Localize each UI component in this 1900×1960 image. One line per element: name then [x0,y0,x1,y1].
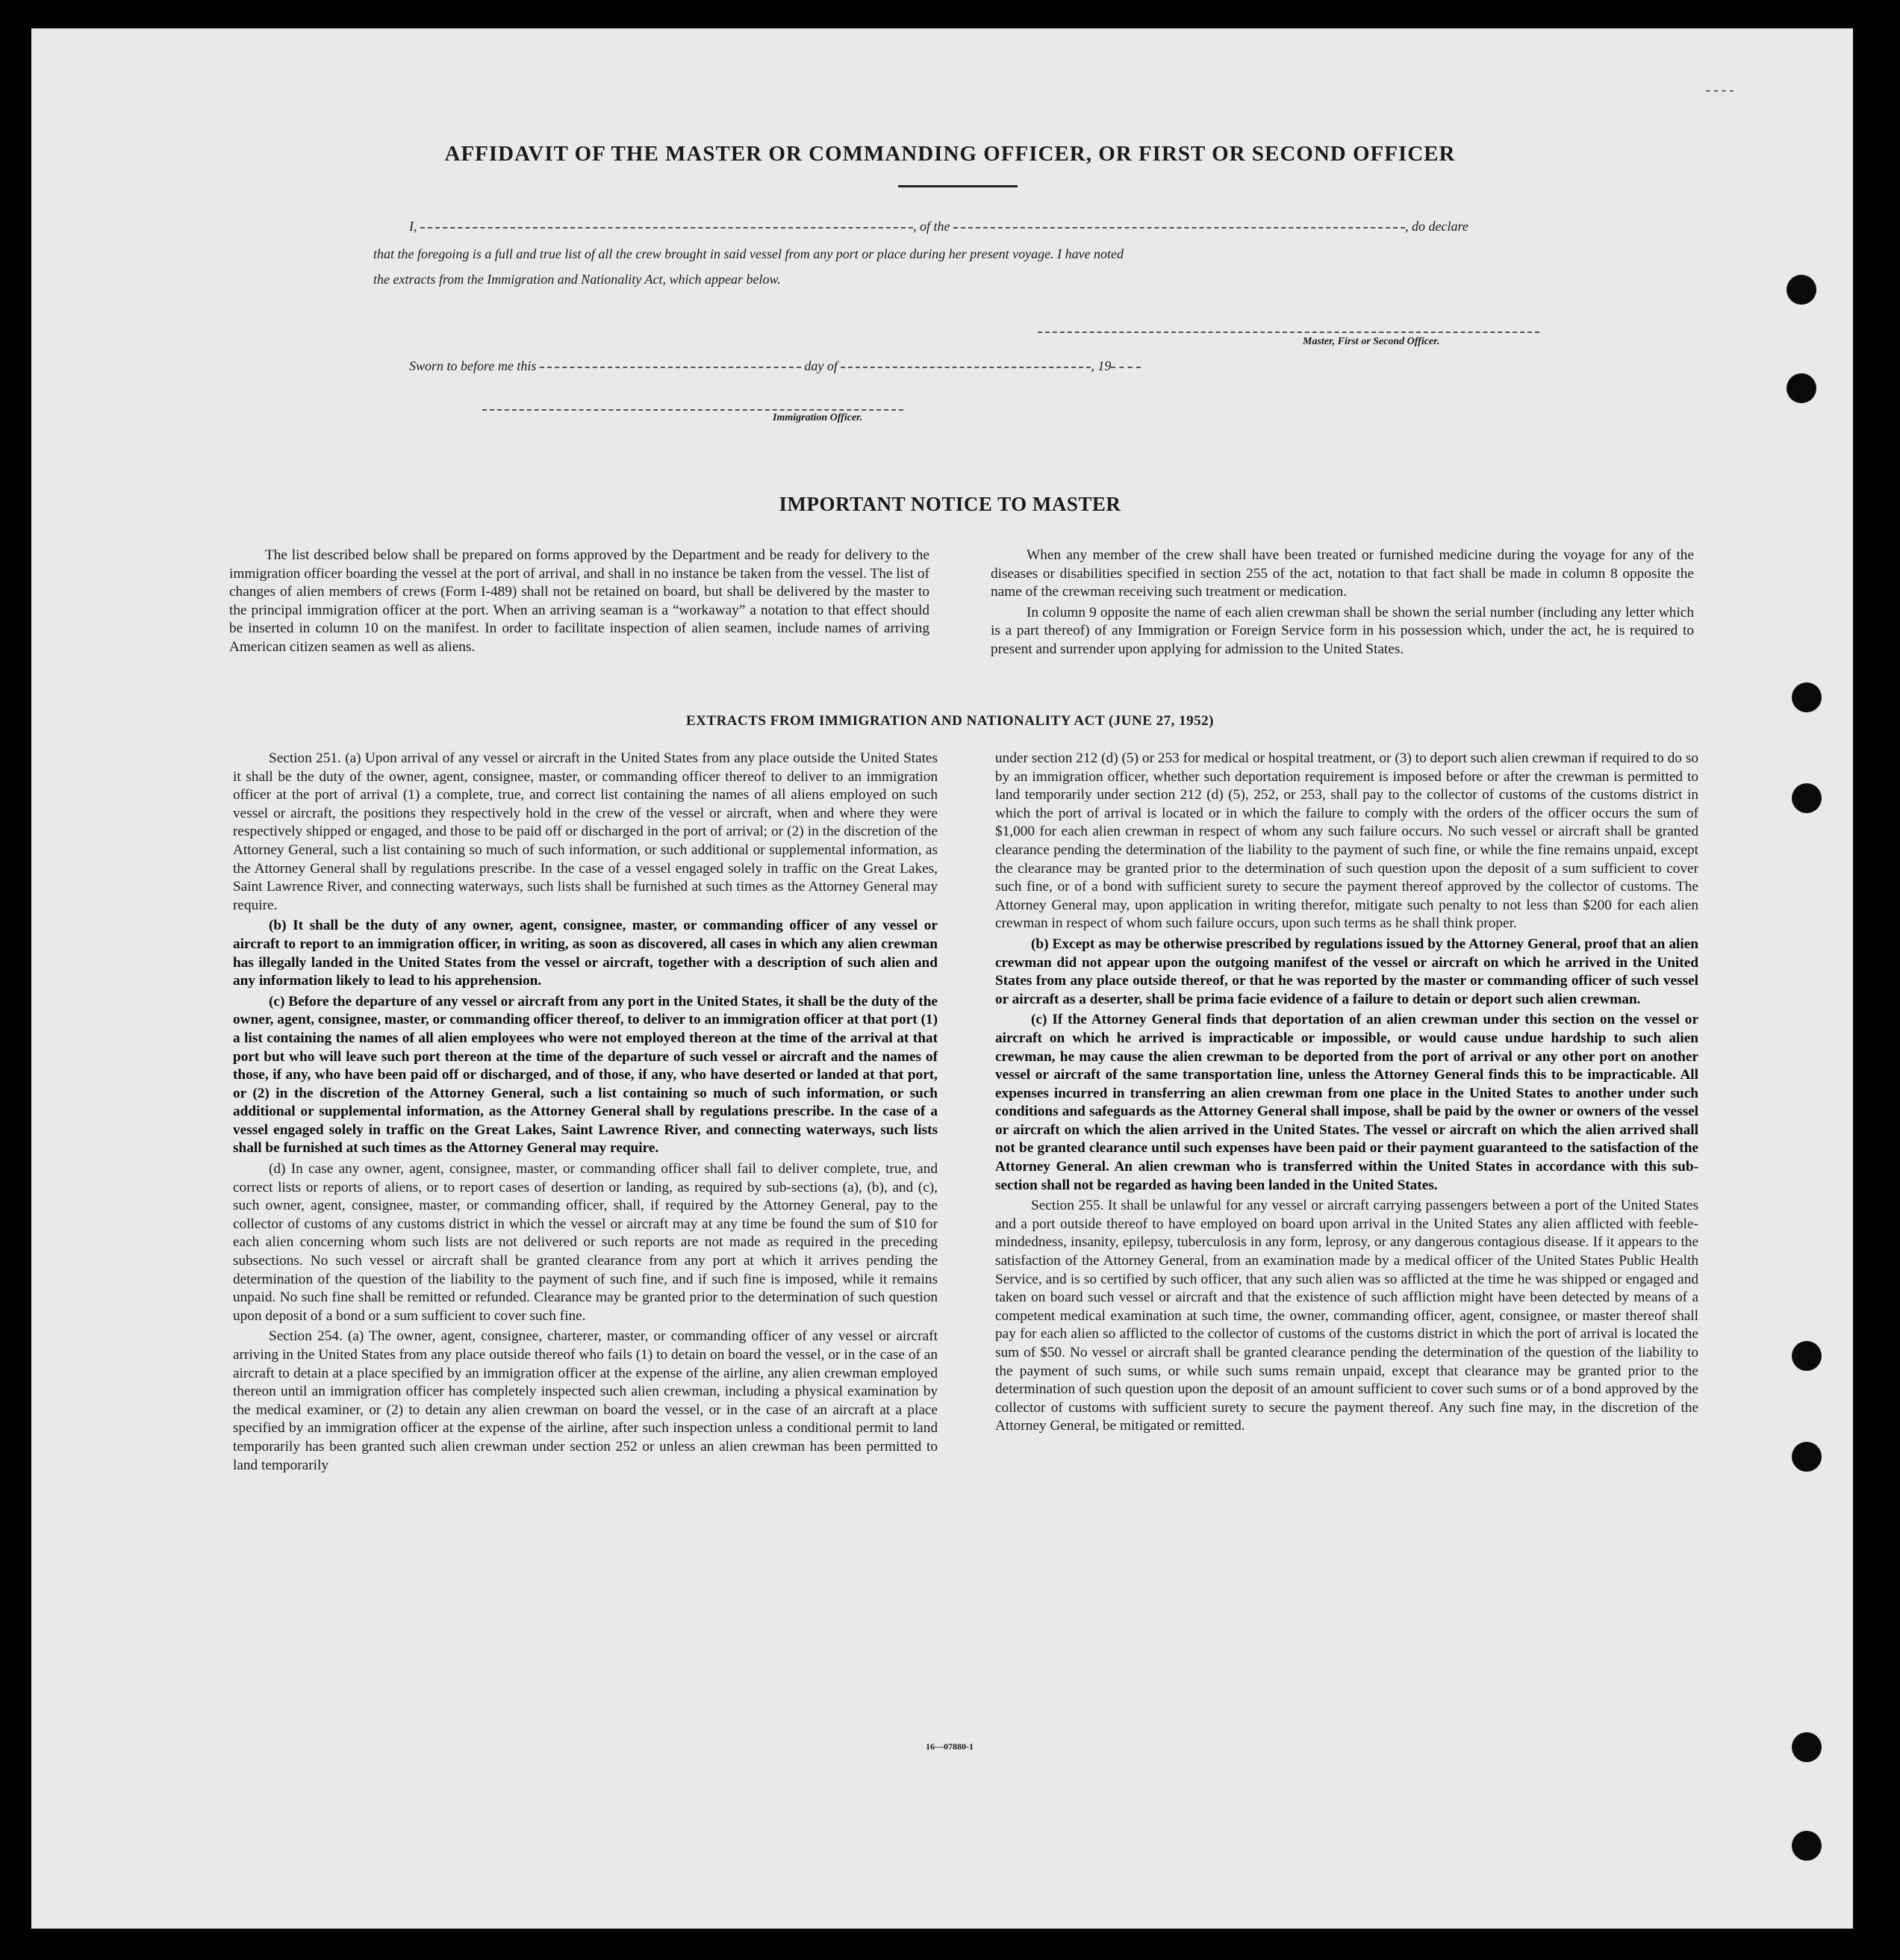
statement-line-2: the extracts from the Immigration and Nationality Act, which appear below. [373,272,781,287]
notice-right-column [991,547,1694,659]
declare-end: , do declare [1405,219,1468,234]
declare-of-the: , of the [913,219,950,234]
form-number: 16—07880-1 [926,1741,974,1752]
section-254-a: Section 254. (a) The owner, agent, consignee, charterer, master, or commanding officer of any vessel or aircraft arriving in the United States from any place outside thereof who fails (1) to detain on board the vessel, or in the case of an aircraft to detain at a place specified by an immigration officer at the expense of the airline, any alien crewman employed thereon until an immigration officer has completely inspected such alien crewman, including a physical examination by the medical examiner, or (2) to detain any alien crewman on board the vessel, or in the case of an aircraft at a place specified by an immigration officer at the expense of the airline, after such inspection unless a conditional permit to land temporarily has been granted such alien crewman under section 252 or unless an alien crewman has been permitted to land temporarily [233,1328,938,1473]
master-caption: Master, First or Second Officer. [1303,336,1440,347]
year-text: , 19 [1091,358,1112,373]
notice-paragraph: When any member of the crew shall have been treated or furnished medicine during the voyage for any of the diseases or disabilities specified in section 255 of the act, notation to that fact shall be made in column 8 opposite the name of the crewman receiving such treatment or medication. [991,547,1694,600]
punch-hole [1792,682,1822,712]
notice-paragraph: In column 9 opposite the name of each alien crewman shall be shown the serial number (including any letter which is a part thereof) of any Immigration or Foreign Service form in his possession which, under the act, he is required to present and surrender upon applying for admission to the United States. [991,604,1694,657]
sworn-line [409,358,1141,374]
affidavit-title: AFFIDAVIT OF THE MASTER OR COMMANDING OFFICER, OR FIRST OR SECOND OFFICER [444,142,1456,166]
extracts-title: EXTRACTS FROM IMMIGRATION AND NATIONALITY ACT (JUNE 27, 1952) [686,713,1214,729]
officer-signature-line[interactable] [482,409,903,411]
sworn-day-blank[interactable] [540,367,801,368]
section-254-a-continued: under section 212 (d) (5) or 253 for medical or hospital treatment, or (3) to deport such alien crewman if required to do so by an immigration officer, whether such deportation requirement is imposed before or after the crewman is permitted to land temporarily under section 212 (d) (5), 252, or 253, shall pay to the collector of customs of the customs district in which the port of arrival is located or in which the failure to comply with the orders of the officer occurs the sum of $1,000 for each alien crewman in respect of whom any such failure occurs. No such vessel or aircraft shall be granted clearance pending the determination of the liability to the payment of such fine, or while the fine remains unpaid, except the clearance may be granted prior to the determination of such question upon the deposit of a sum sufficient to cover such fine, or of a bond with sufficient surety to secure the payment thereof approved by the collector of customs. The Attorney General may, upon application in writing therefor, mitigate such penalty to not less than $200 for each alien crewman in respect of whom such failure occurs, upon such terms as he shall think proper. [995,750,1698,932]
day-of-text: day of [804,358,838,373]
declaration-line [409,219,1468,234]
punch-hole [1792,1831,1822,1861]
section-251-a: Section 251. (a) Upon arrival of any vessel or aircraft in the United States from any place outside the United States it shall be the duty of the owner, agent, consignee, master, or commanding officer thereof to deliver to an immigration officer at the port of arrival (1) a complete, true, and correct list containing the names of all aliens employed on such vessel or aircraft, the positions they respectively hold in the crew of the vessel or aircraft, when and where they were respectively shipped or engaged, and those to be paid off or discharged in the port of arrival; or (2) in the discretion of the Attorney General, such a list containing so much of such information, or such additional or supplemental information, as the Attorney General shall by regulations prescribe. In the case of a vessel engaged solely in traffic on the Great Lakes, Saint Lawrence River, and connecting waterways, such lists shall be furnished at such times as the Attorney General may require. [233,750,938,913]
notice-title: IMPORTANT NOTICE TO MASTER [779,493,1121,515]
year-blank[interactable] [1111,367,1141,368]
punch-hole [1792,1341,1822,1371]
officer-caption: Immigration Officer. [773,412,863,423]
section-254-b: (b) Except as may be otherwise prescribed by regulations issued by the Attorney General, proof that an alien crewman did not appear upon the outgoing manifest of the vessel or aircraft on which he arrived in the United States from any place outside thereof, or that he was reported by the master or commanding officer of such vessel or aircraft as a deserter, shall be prima facie evidence of a failure to detain or deport such alien crewman. [995,936,1698,1007]
punch-hole [1787,275,1816,305]
extracts-right-column [995,750,1698,1436]
sworn-month-blank[interactable] [841,367,1091,368]
punch-hole [1792,1732,1822,1762]
section-251-d: (d) In case any owner, agent, consignee, master, or commanding officer shall fail to deliver complete, true, and correct lists or reports of aliens, or to report cases of desertion or landing, as required by sub-sections (a), (b), and (c), such owner, agent, consignee, master, or commanding officer, shall, if required by the Attorney General, pay to the collector of customs of any customs district in which the vessel or aircraft may at any time be found the sum of $10 for each alien concerning whom such lists are not delivered or such reports are not made as required in the preceding subsections. No such vessel or aircraft shall be granted clearance from any port at which it arrives pending the determination of the question of the liability to the payment of such fine, and if such fine is imposed, while it remains unpaid. No such fine shall be remitted or refunded. Clearance may be granted prior to the determination of such question upon deposit of a bond or a sum sufficient to cover such fine. [233,1161,938,1324]
extracts-left-column [233,750,938,1475]
punch-hole [1787,373,1816,403]
statement-line-1: that the foregoing is a full and true list of all the crew brought in said vessel from any port or place during her present voyage. I have noted [373,246,1124,261]
notice-left-column [229,547,929,657]
section-251-c: (c) Before the departure of any vessel or aircraft from any port in the United States, it shall be the duty of the owner, agent, consignee, master, or commanding officer thereof, to deliver to an immigration officer at that port (1) a list containing the names of all alien employees who were not employed thereon at the time of the arrival at that port but who will leave such port thereon at the time of the departure of such vessel or aircraft and the names of those, if any, who have been paid off or discharged, and of those, if any, who have deserted or landed at that port, or (2) in the discretion of the Attorney General, such a list containing so much of such information, or such additional or supplemental information, as the Attorney General shall by regulations prescribe. In the case of a vessel engaged solely in traffic on the Great Lakes, Saint Lawrence River, and connecting waterways, such lists shall be furnished at such times as the Attorney General may require. [233,993,938,1157]
sworn-text: Sworn to before me this [409,358,537,373]
section-254-c: (c) If the Attorney General finds that deportation of an alien crewman under this section on the vessel or aircraft on which he arrived is impracticable or impossible, or would cause undue hardship to such alien crewman, he may cause the alien crewman to be deported from the port of arrival or any other port on another vessel or aircraft of the same transportation line, unless the Attorney General finds this to be impracticable. All expenses incurred in transferring an alien crewman from one place in the United States to another under such conditions and safeguards as the Attorney General shall impose, shall be paid by the owner or owners of the vessel or aircraft on which the alien arrived in the United States. The vessel or aircraft on which the alien arrived shall not be granted clearance until such expenses have been paid or their payment guaranteed to the satisfaction of the Attorney General. An alien crewman who is transferred within the United States in accordance with this sub-section shall not be regarded as having been landed in the United States. [995,1012,1698,1193]
section-255: Section 255. It shall be unlawful for any vessel or aircraft carrying passengers between a port of the United States and a port outside thereof to have employed on board upon arrival in the United States any alien afflicted with feeble-mindedness, insanity, epilepsy, tuberculosis in any form, leprosy, or any dangerous contagious disease. If it appears to the satisfaction of the Attorney General, from an examination made by a medical officer of the United States Public Health Service, and is so certified by such officer, that any such alien was so afflicted at the time he was shipped or engaged and taken on board such vessel or aircraft and that the existence of such affliction might have been detected by means of a competent medical examination at such time, the owner, commanding officer, agent, consignee, or master thereof shall pay for each alien so afflicted to the collector of customs of the customs district in which the port of arrival is located the sum of $50. No vessel or aircraft shall be granted clearance pending the determination of the question of the liability to the payment of such sums, or while such sums remain unpaid, except that clearance may be granted prior to the determination of such question upon the deposit of an amount sufficient to cover such sums or of a bond approved by the collector of customs with sufficient surety to secure the payment thereof. Any such fine may, in the discretion of the Attorney General, be mitigated or remitted. [995,1198,1698,1434]
declare-i: I, [409,219,417,234]
punch-hole [1792,783,1822,813]
name-blank[interactable] [420,227,913,228]
vessel-blank[interactable] [953,227,1405,228]
notice-paragraph: The list described below shall be prepared on forms approved by the Department and be ready for delivery to the immigration officer boarding the vessel at the port of arrival, and shall in no instance be taken from the vessel. The list of changes of alien members of crews (Form I-489) shall not be retained on board, but shall be delivered by the master to the principal immigration officer at the port. When an arriving seaman is a “workaway” a notation to that effect should be inserted in column 10 on the manifest. In order to facilitate inspection of alien seamen, include names of arriving American citizen seamen as well as aliens. [229,547,929,655]
master-signature-line[interactable] [1038,332,1539,333]
corner-mark: - - - - [1706,82,1734,97]
punch-hole [1792,1442,1822,1472]
section-251-b: (b) It shall be the duty of any owner, agent, consignee, master, or commanding officer of any vessel or aircraft to report to an immigration officer, in writing, as soon as discovered, all cases in which any alien crewman has illegally landed in the United States from the vessel or aircraft, together with a description of such alien and any information likely to lead to his apprehension. [233,918,938,989]
title-underline [898,185,1018,187]
